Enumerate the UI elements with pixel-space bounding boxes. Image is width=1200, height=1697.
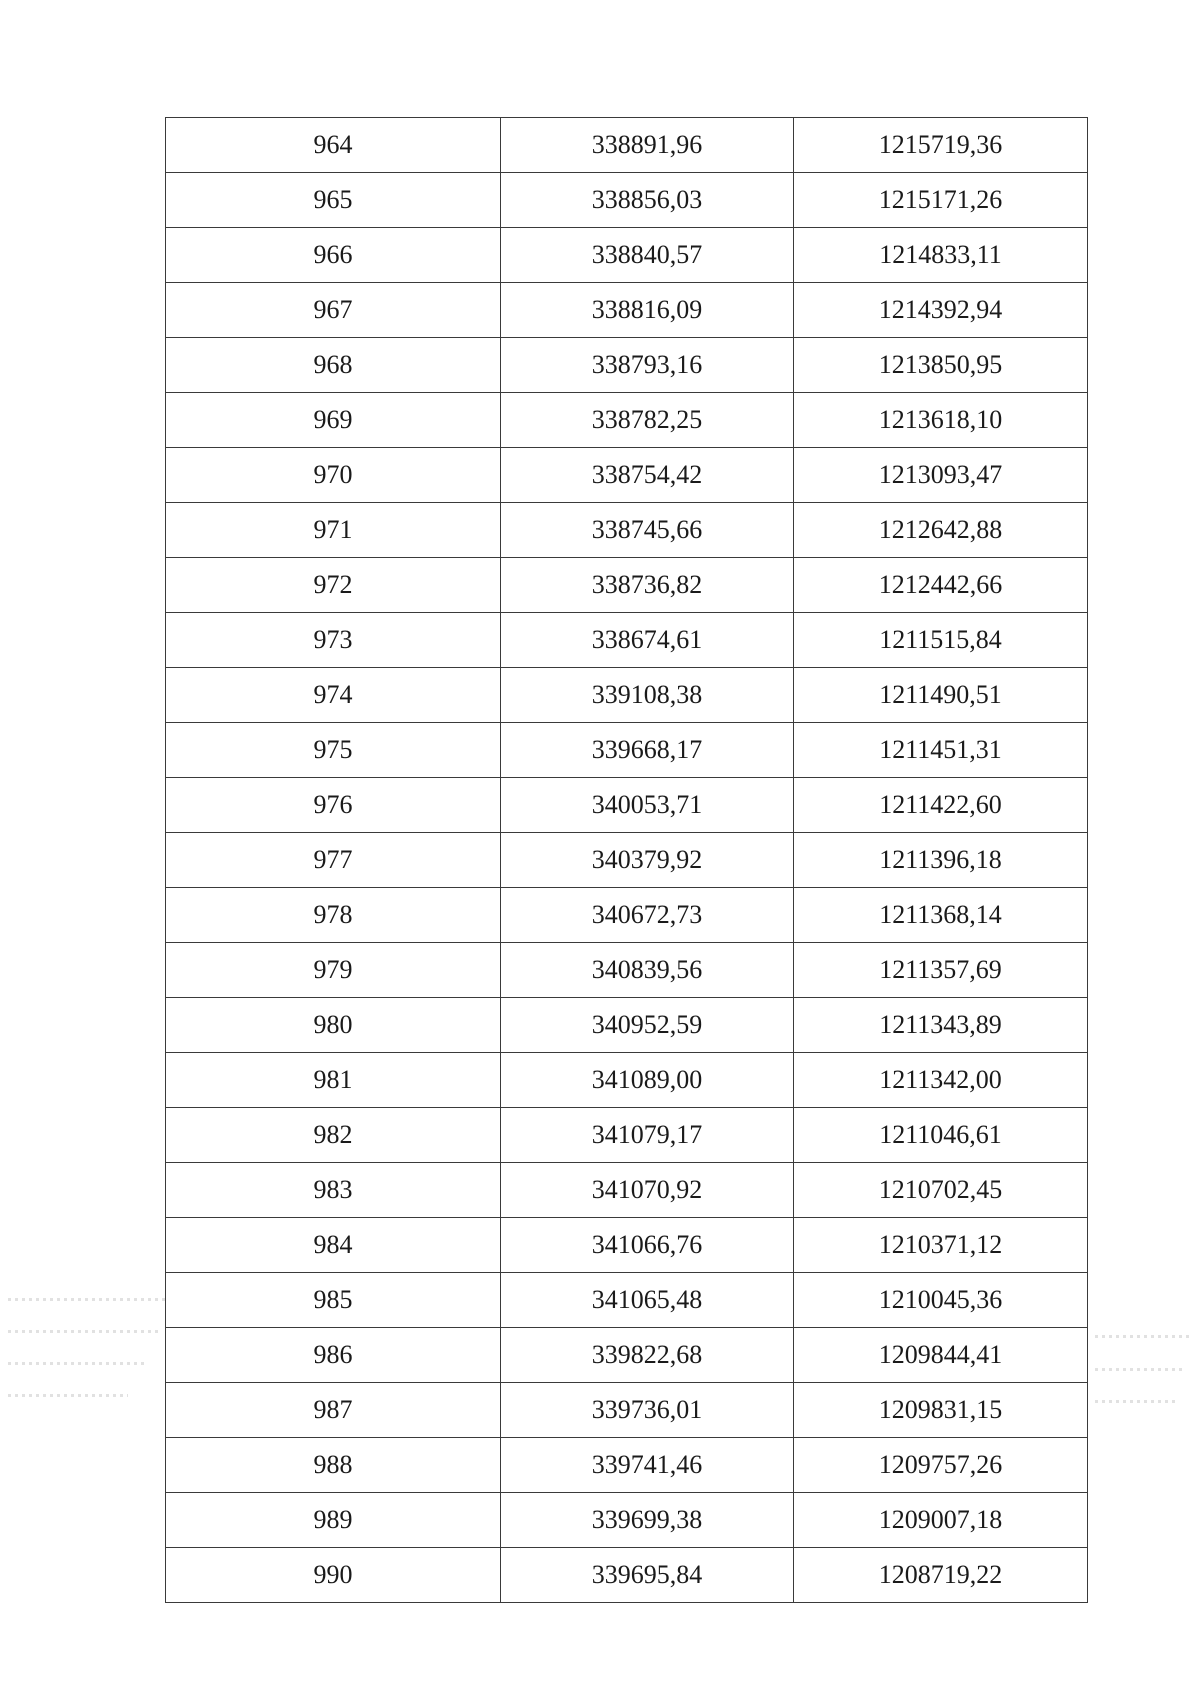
- x-coordinate-cell: 338745,66: [501, 503, 794, 558]
- x-coordinate-cell: 339822,68: [501, 1328, 794, 1383]
- point-number-cell: 974: [166, 668, 501, 723]
- y-coordinate-cell: 1211342,00: [794, 1053, 1088, 1108]
- point-number-cell: 988: [166, 1438, 501, 1493]
- x-coordinate-cell: 340379,92: [501, 833, 794, 888]
- point-number-cell: 973: [166, 613, 501, 668]
- x-coordinate-cell: 339741,46: [501, 1438, 794, 1493]
- table-row: [166, 1493, 1088, 1548]
- point-number-cell: 981: [166, 1053, 501, 1108]
- point-number-cell: 989: [166, 1493, 501, 1548]
- y-coordinate-cell: 1209831,15: [794, 1383, 1088, 1438]
- point-number-cell: 965: [166, 173, 501, 228]
- point-number-cell: 990: [166, 1548, 501, 1603]
- point-number-cell: 978: [166, 888, 501, 943]
- x-coordinate-cell: 338793,16: [501, 338, 794, 393]
- point-number-cell: 984: [166, 1218, 501, 1273]
- table-row: [166, 503, 1088, 558]
- scan-artifact-left: [8, 1298, 168, 1301]
- scan-artifact-left: [8, 1362, 148, 1365]
- y-coordinate-cell: 1211490,51: [794, 668, 1088, 723]
- table-row: [166, 833, 1088, 888]
- scan-artifact-right: [1095, 1400, 1175, 1403]
- table-row: [166, 1328, 1088, 1383]
- y-coordinate-cell: 1208719,22: [794, 1548, 1088, 1603]
- table-row: [166, 943, 1088, 998]
- table-row: [166, 1053, 1088, 1108]
- x-coordinate-cell: 339695,84: [501, 1548, 794, 1603]
- point-number-cell: 977: [166, 833, 501, 888]
- x-coordinate-cell: 338736,82: [501, 558, 794, 613]
- table-row: [166, 1383, 1088, 1438]
- x-coordinate-cell: 338754,42: [501, 448, 794, 503]
- y-coordinate-cell: 1215171,26: [794, 173, 1088, 228]
- y-coordinate-cell: 1211357,69: [794, 943, 1088, 998]
- scan-artifact-left: [8, 1394, 128, 1397]
- table-row: [166, 888, 1088, 943]
- x-coordinate-cell: 339736,01: [501, 1383, 794, 1438]
- point-number-cell: 975: [166, 723, 501, 778]
- y-coordinate-cell: 1210702,45: [794, 1163, 1088, 1218]
- x-coordinate-cell: 338856,03: [501, 173, 794, 228]
- table-row: [166, 1108, 1088, 1163]
- x-coordinate-cell: 339699,38: [501, 1493, 794, 1548]
- scan-artifact-right: [1095, 1368, 1185, 1371]
- point-number-cell: 987: [166, 1383, 501, 1438]
- point-number-cell: 966: [166, 228, 501, 283]
- y-coordinate-cell: 1215719,36: [794, 118, 1088, 173]
- point-number-cell: 983: [166, 1163, 501, 1218]
- point-number-cell: 979: [166, 943, 501, 998]
- y-coordinate-cell: 1210045,36: [794, 1273, 1088, 1328]
- x-coordinate-cell: 339108,38: [501, 668, 794, 723]
- table-row: [166, 228, 1088, 283]
- x-coordinate-cell: 340839,56: [501, 943, 794, 998]
- point-number-cell: 982: [166, 1108, 501, 1163]
- y-coordinate-cell: 1209007,18: [794, 1493, 1088, 1548]
- table-row: [166, 723, 1088, 778]
- y-coordinate-cell: 1213618,10: [794, 393, 1088, 448]
- y-coordinate-cell: 1209844,41: [794, 1328, 1088, 1383]
- x-coordinate-cell: 338891,96: [501, 118, 794, 173]
- point-number-cell: 971: [166, 503, 501, 558]
- scan-artifact-right: [1095, 1335, 1190, 1338]
- y-coordinate-cell: 1213093,47: [794, 448, 1088, 503]
- y-coordinate-cell: 1211396,18: [794, 833, 1088, 888]
- x-coordinate-cell: 341089,00: [501, 1053, 794, 1108]
- table-row: [166, 778, 1088, 833]
- x-coordinate-cell: 338816,09: [501, 283, 794, 338]
- point-number-cell: 972: [166, 558, 501, 613]
- y-coordinate-cell: 1211422,60: [794, 778, 1088, 833]
- point-number-cell: 985: [166, 1273, 501, 1328]
- x-coordinate-cell: 340952,59: [501, 998, 794, 1053]
- y-coordinate-cell: 1214392,94: [794, 283, 1088, 338]
- point-number-cell: 968: [166, 338, 501, 393]
- x-coordinate-cell: 340672,73: [501, 888, 794, 943]
- table-row: [166, 1273, 1088, 1328]
- point-number-cell: 970: [166, 448, 501, 503]
- table-row: [166, 393, 1088, 448]
- y-coordinate-cell: 1213850,95: [794, 338, 1088, 393]
- point-number-cell: 964: [166, 118, 501, 173]
- point-number-cell: 980: [166, 998, 501, 1053]
- table-row: [166, 1218, 1088, 1273]
- coordinates-table-body: [166, 118, 1088, 1603]
- point-number-cell: 969: [166, 393, 501, 448]
- x-coordinate-cell: 340053,71: [501, 778, 794, 833]
- point-number-cell: 976: [166, 778, 501, 833]
- x-coordinate-cell: 341066,76: [501, 1218, 794, 1273]
- table-row: [166, 173, 1088, 228]
- table-row: [166, 668, 1088, 723]
- x-coordinate-cell: 338840,57: [501, 228, 794, 283]
- x-coordinate-cell: 341065,48: [501, 1273, 794, 1328]
- y-coordinate-cell: 1211368,14: [794, 888, 1088, 943]
- table-row: [166, 283, 1088, 338]
- table-row: [166, 998, 1088, 1053]
- scan-artifact-left: [8, 1330, 158, 1333]
- x-coordinate-cell: 338782,25: [501, 393, 794, 448]
- table-row: [166, 613, 1088, 668]
- table-row: [166, 448, 1088, 503]
- y-coordinate-cell: 1214833,11: [794, 228, 1088, 283]
- table-row: [166, 1438, 1088, 1493]
- y-coordinate-cell: 1211343,89: [794, 998, 1088, 1053]
- table-row: [166, 118, 1088, 173]
- x-coordinate-cell: 341070,92: [501, 1163, 794, 1218]
- y-coordinate-cell: 1212442,66: [794, 558, 1088, 613]
- x-coordinate-cell: 338674,61: [501, 613, 794, 668]
- point-number-cell: 986: [166, 1328, 501, 1383]
- y-coordinate-cell: 1210371,12: [794, 1218, 1088, 1273]
- table-row: [166, 558, 1088, 613]
- y-coordinate-cell: 1211046,61: [794, 1108, 1088, 1163]
- y-coordinate-cell: 1211451,31: [794, 723, 1088, 778]
- y-coordinate-cell: 1211515,84: [794, 613, 1088, 668]
- point-number-cell: 967: [166, 283, 501, 338]
- table-row: [166, 1548, 1088, 1603]
- table-row: [166, 1163, 1088, 1218]
- x-coordinate-cell: 339668,17: [501, 723, 794, 778]
- y-coordinate-cell: 1209757,26: [794, 1438, 1088, 1493]
- x-coordinate-cell: 341079,17: [501, 1108, 794, 1163]
- table-row: [166, 338, 1088, 393]
- coordinates-table: [165, 117, 1088, 1603]
- y-coordinate-cell: 1212642,88: [794, 503, 1088, 558]
